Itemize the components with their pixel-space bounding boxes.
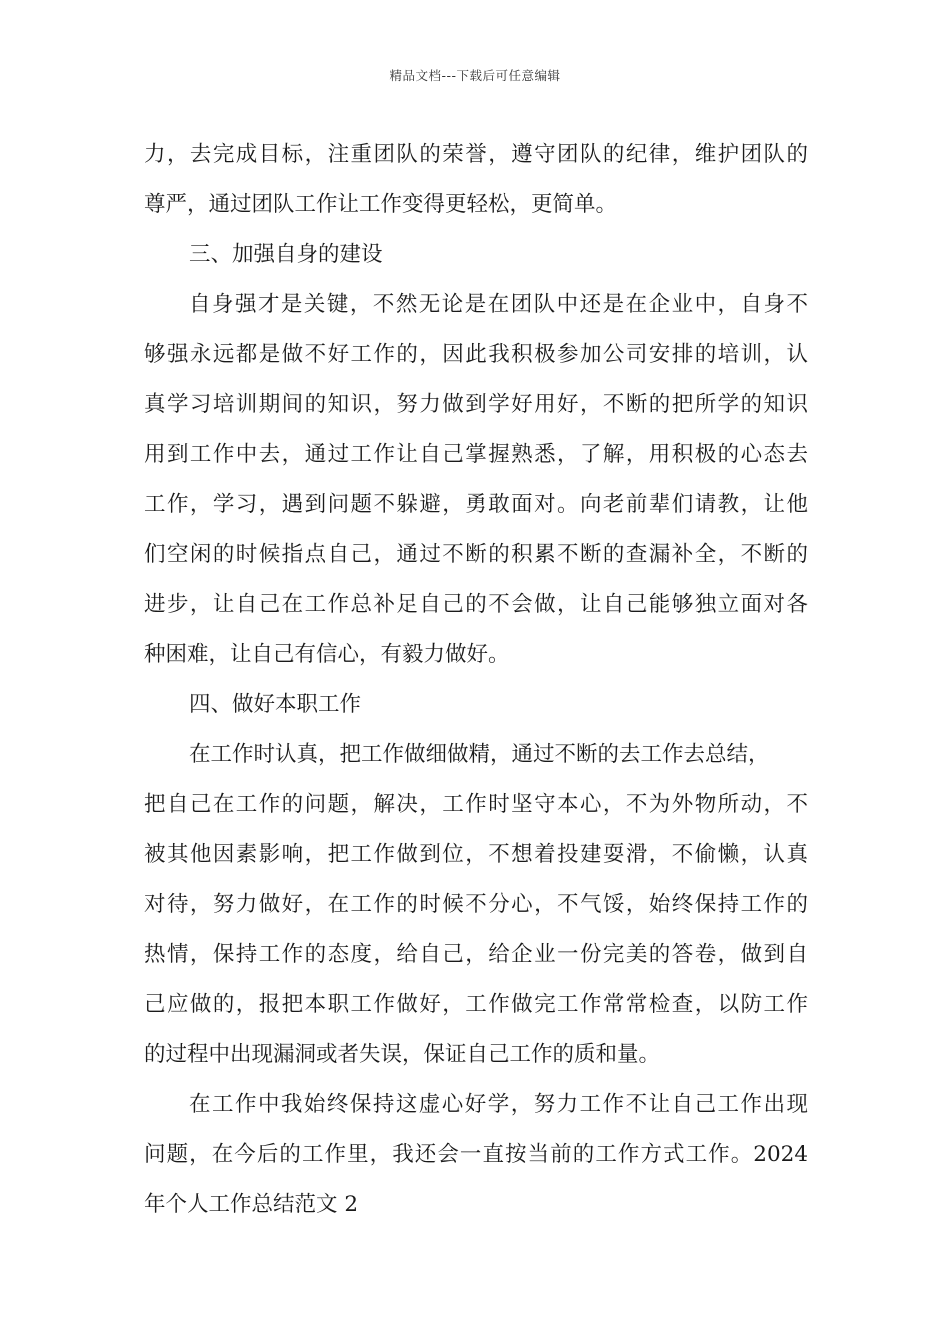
paragraph-line: 年个人工作总结范文 2 [144,1192,359,1217]
section-heading: 三、加强自身的建设 [189,242,383,267]
paragraph-line: 够强永远都是做不好工作的，因此我积极参加公司安排的培训，认 [144,342,808,367]
page-header: 精品文档---下载后可任意编辑 [389,68,561,83]
paragraph-line: 尊严，通过团队工作让工作变得更轻松，更简单。 [144,192,618,217]
paragraph-line: 热情，保持工作的态度，给自己，给企业一份完美的答卷，做到自 [144,942,808,967]
paragraph-line: 们空闲的时候指点自己，通过不断的积累不断的查漏补全，不断的 [144,542,808,567]
paragraph-line: 力，去完成目标，注重团队的荣誉，遵守团队的纪律，维护团队的 [144,142,808,167]
paragraph-line: 用到工作中去，通过工作让自己掌握熟悉，了解，用积极的心态去 [144,442,808,467]
paragraph-line: 被其他因素影响，把工作做到位，不想着投建耍滑，不偷懒，认真 [144,842,808,867]
paragraph-line: 己应做的，报把本职工作做好，工作做完工作常常检查，以防工作 [144,992,808,1017]
paragraph-line: 在工作中我始终保持这虚心好学，努力工作不让自己工作出现 [189,1092,808,1117]
section-heading: 四、做好本职工作 [189,692,362,717]
paragraph-line: 进步，让自己在工作总补足自己的不会做，让自己能够独立面对各 [144,592,808,617]
paragraph-line: 真学习培训期间的知识，努力做到学好用好，不断的把所学的知识 [144,392,808,417]
paragraph-line: 自身强才是关键，不然无论是在团队中还是在企业中，自身不 [189,292,808,317]
document-body [144,130,808,1230]
paragraph-line: 工作，学习，遇到问题不躲避，勇敢面对。向老前辈们请教，让他 [144,492,808,517]
paragraph-line: 的过程中出现漏洞或者失误，保证自己工作的质和量。 [144,1042,661,1067]
paragraph-line: 对待，努力做好，在工作的时候不分心，不气馁，始终保持工作的 [144,892,808,917]
paragraph-line: 种困难，让自己有信心，有毅力做好。 [144,642,510,667]
paragraph-line: 问题，在今后的工作里，我还会一直按当前的工作方式工作。2024 [144,1142,808,1167]
paragraph-line: 在工作时认真，把工作做细做精，通过不断的去工作去总结， [189,742,770,767]
paragraph-line: 把自己在工作的问题，解决，工作时坚守本心，不为外物所动，不 [144,792,808,817]
